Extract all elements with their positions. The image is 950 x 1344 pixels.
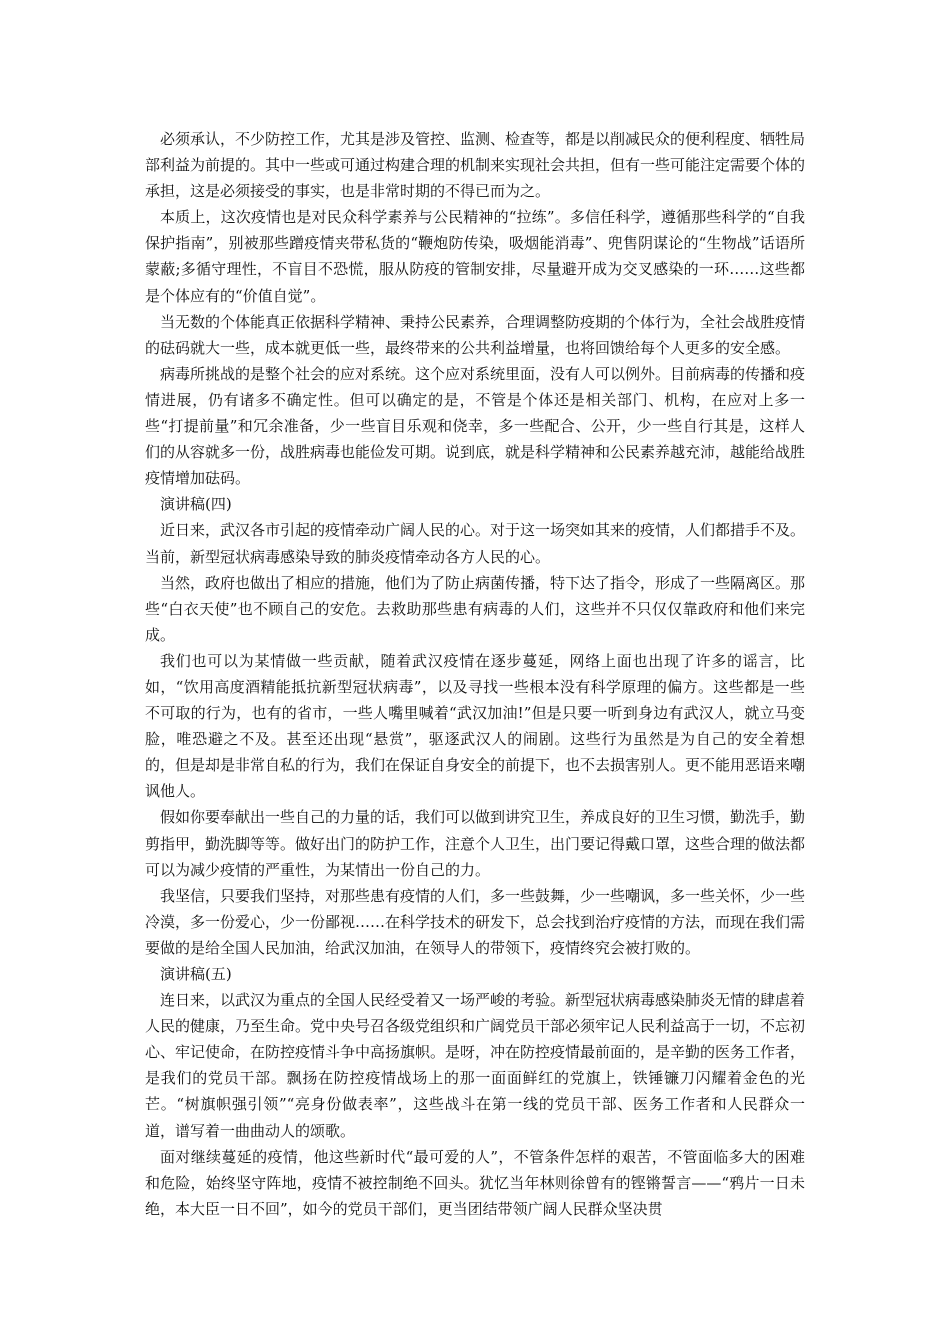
paragraph: 我坚信，只要我们坚持，对那些患有疫情的人们，多一些鼓舞，少一些嘲讽，多一些关怀，少一些冷漠，多一份爱心，少一份鄙视……在科学技术的研发下，总会找到治疗疫情的方法，而现在我们需要做的是给全国人民加油，给武汉加油，在领导人的带领下，疫情终究会被打败的。	[145, 886, 806, 957]
section-heading: 演讲稿(四)	[160, 495, 232, 514]
section-heading: 演讲稿(五)	[160, 965, 232, 983]
paragraph: 近日来，武汉各市引起的疫情牵动广阔人民的心。对于这一场突如其来的疫情，人们都措手不及。当前，新型冠状病毒感染导致的肺炎疫情牵动各方人民的心。	[145, 521, 806, 566]
paragraph: 连日来，以武汉为重点的全国人民经受着又一场严峻的考验。新型冠状病毒感染肺炎无情的肆虐着人民的健康，乃至生命。党中央号召各级党组织和广阔党员干部必须牢记人民利益高于一切，不忘初心、牢记使命，在防控疫情斗争中高扬旗帜。是呀，冲在防控疫情最前面的，是辛勤的医务工作者，是我们的党员干部。飘扬在防控疫情战场上的那一面面鲜红的党旗上，铁锤镰刀闪耀着金色的光芒。“树旗帜强引领”“亮身份做表率”，这些战斗在第一线的党员干部、医务工作者和人民群众一道，谱写着一曲曲动人的颂歌。	[145, 991, 806, 1140]
paragraph: 假如你要奉献出一些自己的力量的话，我们可以做到讲究卫生，养成良好的卫生习惯，勤洗手，勤剪指甲，勤洗脚等等。做好出门的防护工作，注意个人卫生，出门要记得戴口罩，这些合理的做法都可以为减少疫情的严重性，为某情出一份自己的力。	[145, 808, 806, 879]
document-body	[145, 126, 805, 1222]
paragraph: 当然，政府也做出了相应的措施，他们为了防止病菌传播，特下达了指令，形成了一些隔离区。那些“白衣天使”也不顾自己的安危。去救助那些患有病毒的人们，这些并不只仅仅靠政府和他们来完成。	[145, 573, 806, 644]
paragraph: 面对继续蔓延的疫情，他这些新时代“最可爱的人”，不管条件怎样的艰苦，不管面临多大的困难和危险，始终坚守阵地，疫情不被控制绝不回头。犹忆当年林则徐曾有的铿锵誓言——“鸦片一日未绝，本大臣一日不回”，如今的党员干部们，更当团结带领广阔人民群众坚决贯	[145, 1147, 805, 1218]
paragraph: 必须承认，不少防控工作，尤其是涉及管控、监测、检查等，都是以削减民众的便利程度、牺牲局部利益为前提的。其中一些或可通过构建合理的机制来实现社会共担，但有一些可能注定需要个体的承担，这是必须接受的事实，也是非常时期的不得已而为之。	[145, 130, 806, 201]
paragraph: 本质上，这次疫情也是对民众科学素养与公民精神的“拉练”。多信任科学，遵循那些科学的“自我保护指南”，别被那些蹭疫情夹带私货的“鞭炮防传染，吸烟能消毒”、兜售阴谋论的“生物战”话语所蒙蔽;多循守理性，不盲目不恐慌，服从防疫的管制安排，尽量避开成为交叉感染的一环……这些都是个体应有的“价值自觉”。	[145, 208, 805, 305]
paragraph: 当无数的个体能真正依据科学精神、秉持公民素养，合理调整防疫期的个体行为，全社会战胜疫情的砝码就大一些，成本就更低一些，最终带来的公共利益增量，也将回馈给每个人更多的安全感。	[145, 312, 806, 357]
paragraph: 我们也可以为某情做一些贡献，随着武汉疫情在逐步蔓延，网络上面也出现了许多的谣言，比如，“饮用高度酒精能抵抗新型冠状病毒”，以及寻找一些根本没有科学原理的偏方。这些都是一些不可取的行为，也有的省市，一些人嘴里喊着“武汉加油!”但是只要一听到身边有武汉人，就立马变脸，唯恐避之不及。甚至还出现“悬赏”，驱逐武汉人的闹剧。这些行为虽然是为自己的安全着想的，但是却是非常自私的行为，我们在保证自身安全的前提下，也不去损害别人。更不能用恶语来嘲讽他人。	[145, 651, 806, 801]
paragraph: 病毒所挑战的是整个社会的应对系统。这个应对系统里面，没有人可以例外。目前病毒的传播和疫情进展，仍有诸多不确定性。但可以确定的是，不管是个体还是相关部门、机构，在应对上多一些“打提前量”和冗余准备，少一些盲目乐观和侥幸，多一些配合、公开，少一些自行其是，这样人们的从容就多一份，战胜病毒也能俭发可期。说到底，就是科学精神和公民素养越充沛，越能给战胜疫情增加砝码。	[145, 364, 806, 488]
